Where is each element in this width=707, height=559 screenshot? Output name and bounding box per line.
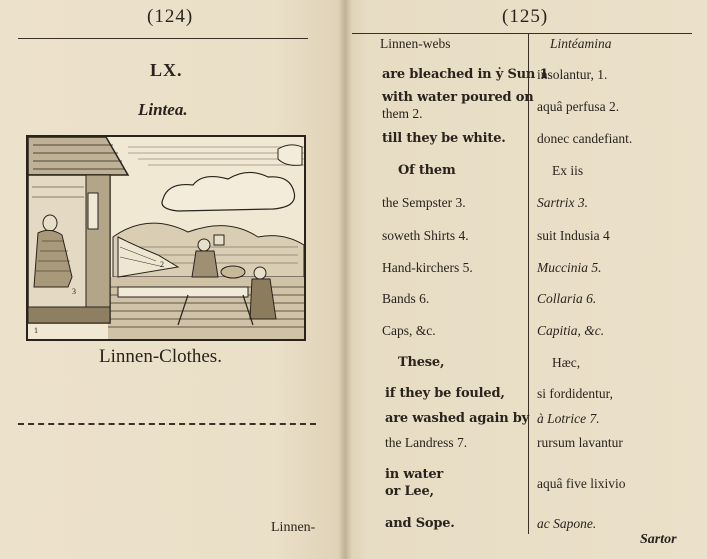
- left-catchword: Linnen-: [271, 520, 316, 535]
- row-la-2: aquâ perfusa 2.: [537, 99, 620, 114]
- latin-title: Lintea.: [138, 100, 188, 119]
- row-en-5: Of them: [398, 163, 456, 178]
- left-page-number: (124): [147, 6, 194, 27]
- row-la-6: Sartrix 3.: [537, 195, 589, 210]
- row-en-15: in water: [385, 467, 444, 482]
- row-la-4: donec candefiant.: [537, 131, 633, 146]
- row-en-11: These,: [398, 355, 445, 370]
- row-la-9: Collaria 6.: [537, 291, 597, 306]
- column-divider: [528, 34, 529, 534]
- row-la-10: Capitia, &c.: [537, 323, 605, 338]
- left-dashed-rule: [18, 423, 316, 425]
- row-en-2: with water poured on: [382, 90, 534, 105]
- english-caption: Linnen-Clothes.: [99, 346, 222, 367]
- row-la-12: si fordidentur,: [537, 386, 613, 401]
- row-en-14: the Landress 7.: [385, 435, 468, 450]
- row-la-14: rursum lavantur: [537, 435, 623, 450]
- row-en-3: them 2.: [382, 106, 423, 121]
- right-page-number: (125): [502, 6, 549, 27]
- header-english: Linnen-webs: [380, 36, 451, 51]
- woodcut-number-2: 2: [160, 260, 164, 269]
- row-en-6: the Sempster 3.: [382, 195, 466, 210]
- row-en-16: or Lee,: [385, 484, 434, 499]
- row-en-10: Caps, &c.: [382, 323, 436, 338]
- row-la-5: Ex iis: [552, 163, 584, 178]
- woodcut-illustration: [26, 135, 306, 341]
- left-header-rule: [18, 38, 308, 39]
- row-en-7: soweth Shirts 4.: [382, 228, 469, 243]
- row-en-9: Bands 6.: [382, 291, 430, 306]
- row-en-1: are bleached in ẏ Sun 1: [382, 67, 549, 82]
- row-en-17: and Sope.: [385, 516, 455, 531]
- woodcut-drawing: [28, 137, 304, 339]
- row-en-13: are washed again by: [385, 411, 530, 426]
- lesson-number: LX.: [150, 60, 183, 80]
- woodcut-number-1: 1: [34, 326, 38, 335]
- row-la-17: ac Sapone.: [537, 516, 597, 531]
- book-gutter: [338, 0, 352, 559]
- row-la-11: Hæc,: [552, 355, 581, 370]
- row-en-8: Hand-kirchers 5.: [382, 260, 473, 275]
- row-la-13: à Lotrice 7.: [537, 411, 600, 426]
- right-header-rule: [352, 33, 692, 34]
- row-la-8: Muccinia 5.: [537, 260, 602, 275]
- row-en-12: if they be fouled,: [385, 386, 505, 401]
- header-latin: Lintéamina: [550, 36, 612, 51]
- woodcut-number-3: 3: [72, 287, 76, 296]
- row-la-7: suit Indusia 4: [537, 228, 610, 243]
- row-la-15: aquâ five lixivio: [537, 476, 626, 491]
- row-la-1: insolantur, 1.: [537, 67, 608, 82]
- right-catchword: Sartor: [640, 532, 677, 547]
- row-en-4: till they be white.: [382, 131, 506, 146]
